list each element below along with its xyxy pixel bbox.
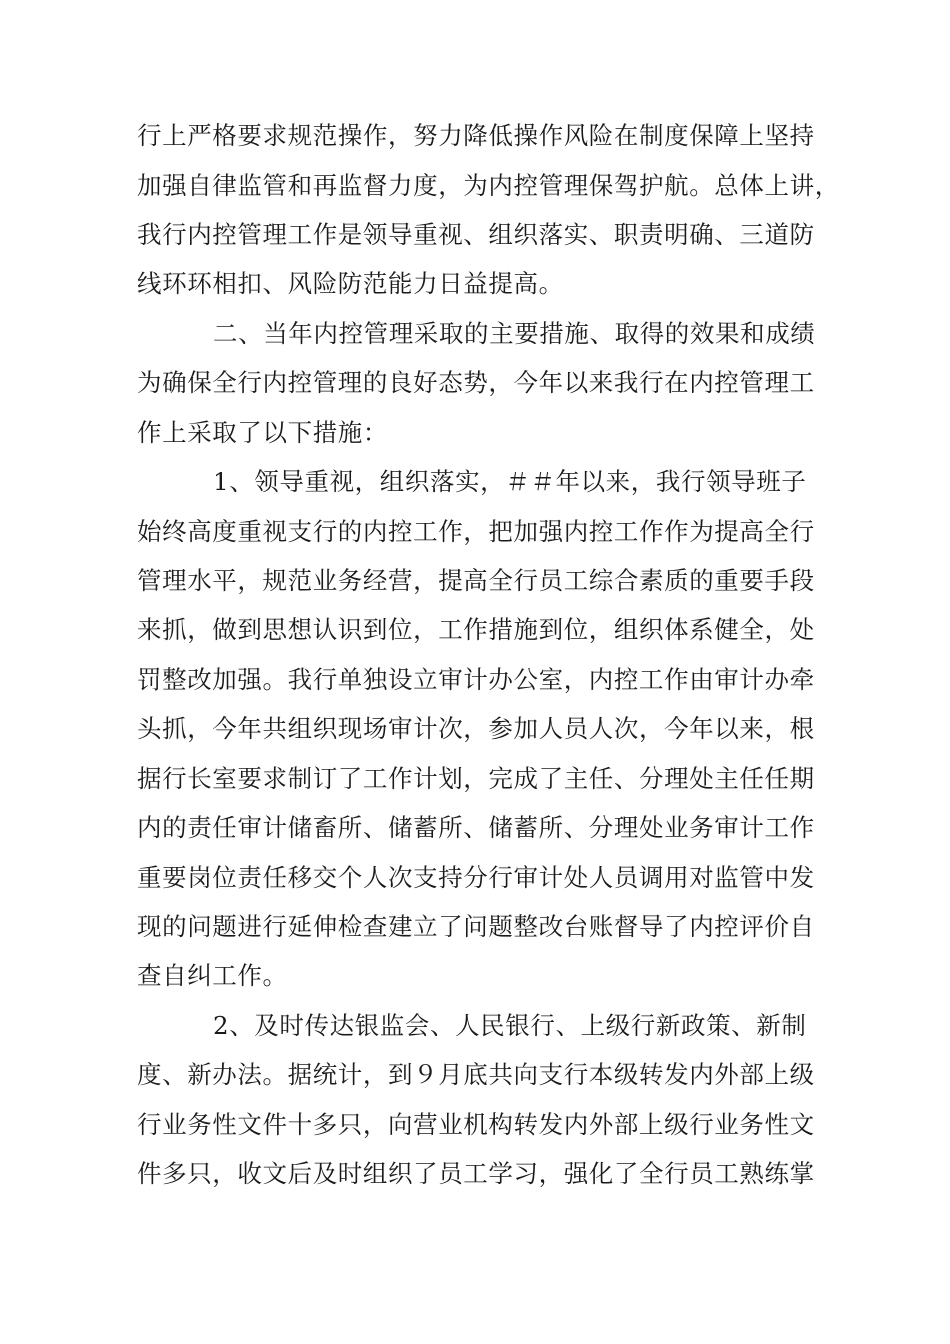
text-line: 始终高度重视支行的内控工作，把加强内控工作作为提高全行 <box>137 517 815 546</box>
text-line: 行上严格要求规范操作，努力降低操作风险在制度保障上坚持 <box>137 121 815 150</box>
text-line: 我行内控管理工作是领导重视、组织落实、职责明确、三道防 <box>137 220 815 249</box>
text-line: 加强自律监管和再监督力度，为内控管理保驾护航。总体上讲， <box>137 171 840 200</box>
paragraph-start-line: 1、领导重视，组织落实，＃＃年以来，我行领导班子 <box>213 467 807 496</box>
text-line: 罚整改加强。我行单独设立审计办公室，内控工作由审计办牵 <box>137 665 815 694</box>
text-line: 度、新办法。据统计，到９月底共向支行本级转发内外部上级 <box>137 1060 815 1089</box>
text-line: 为确保全行内控管理的良好态势，今年以来我行在内控管理工 <box>137 368 815 397</box>
section-heading: 二、当年内控管理采取的主要措施、取得的效果和成绩 <box>213 319 816 348</box>
text-line: 头抓，今年共组织现场审计次，参加人员人次，今年以来，根 <box>137 714 815 743</box>
text-line: 行业务性文件十多只，向营业机构转发内外部上级行业务性文 <box>137 1110 815 1139</box>
text-line: 查自纠工作。 <box>137 961 288 990</box>
text-line: 件多只，收文后及时组织了员工学习，强化了全行员工熟练掌 <box>137 1159 815 1188</box>
text-line: 内的责任审计储畜所、储蓄所、储蓄所、分理处业务审计工作 <box>137 813 815 842</box>
text-line: 现的问题进行延伸检查建立了问题整改台账督导了内控评价自 <box>137 912 815 941</box>
text-line: 来抓，做到思想认识到位，工作措施到位，组织体系健全，处 <box>137 615 815 644</box>
text-line: 管理水平，规范业务经营，提高全行员工综合素质的重要手段 <box>137 566 815 595</box>
text-line: 作上采取了以下措施： <box>137 418 388 447</box>
text-line: 重要岗位责任移交个人次支持分行审计处人员调用对监管中发 <box>137 863 815 892</box>
paragraph-start-line: 2、及时传达银监会、人民银行、上级行新政策、新制 <box>213 1011 807 1040</box>
text-line: 线环环相扣、风险防范能力日益提高。 <box>137 269 564 298</box>
text-line: 据行长室要求制订了工作计划，完成了主任、分理处主任任期 <box>137 764 815 793</box>
